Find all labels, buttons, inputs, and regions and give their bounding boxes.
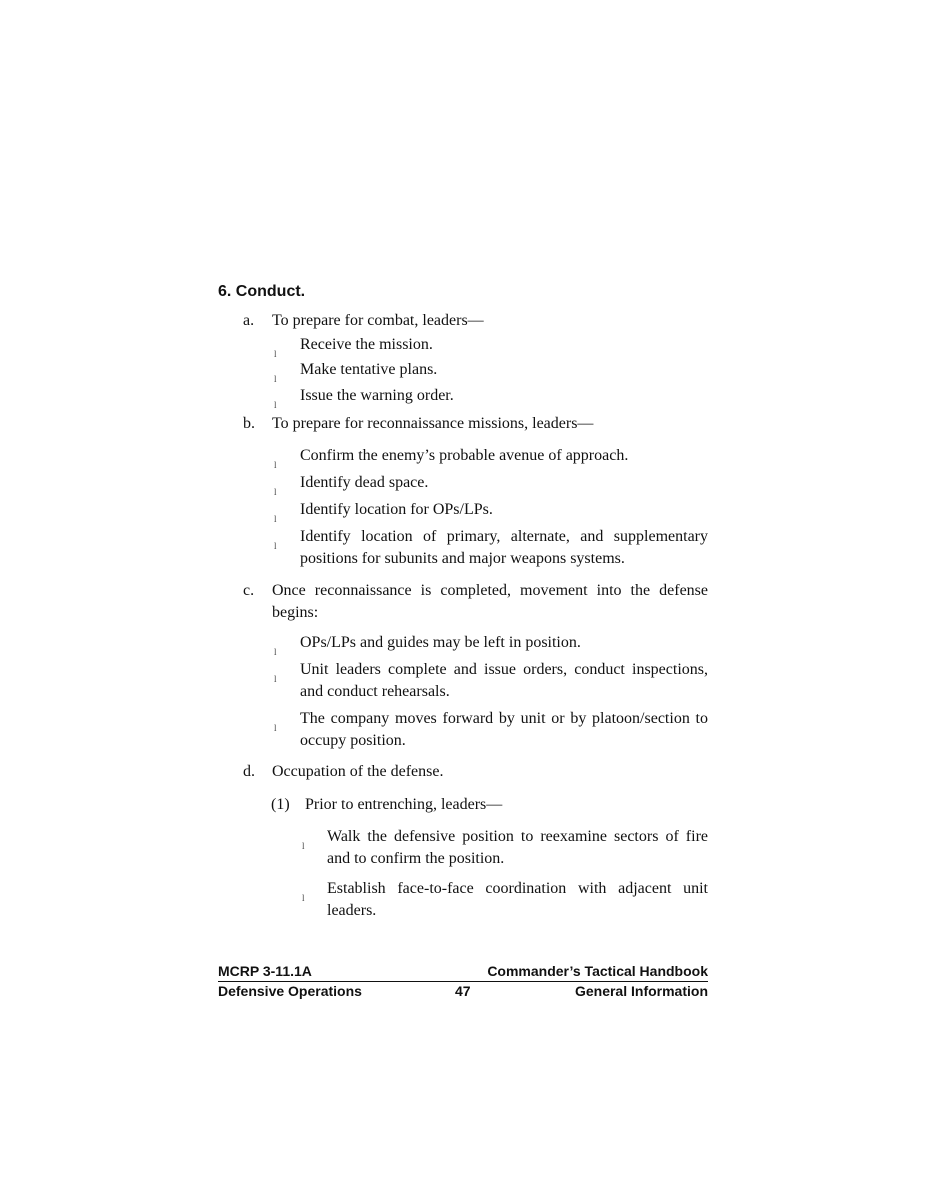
page-number: 47 [455, 983, 471, 999]
item-a-label: a. [243, 312, 255, 329]
list-item: The company moves forward by unit or by platoon/section to occupy position. [300, 710, 708, 749]
bullet-icon: l [274, 674, 277, 684]
item-d [243, 761, 444, 783]
list-item: Identify location for OPs/LPs. [300, 501, 493, 518]
list-item: Confirm the enemy’s probable avenue of approach. [300, 447, 629, 464]
bullet-icon: l [302, 893, 305, 903]
bullet-icon: l [274, 487, 277, 497]
bullet-icon: l [302, 841, 305, 851]
item-b-label: b. [243, 415, 255, 432]
subitem-1-label: (1) [271, 796, 290, 813]
list-item: Walk the defensive position to reexamine sectors of fire and to confirm the position. [327, 828, 708, 867]
list-item: Establish face-to-face coordination with adjacent unit leaders. [327, 880, 708, 919]
list-item: Make tentative plans. [300, 361, 438, 378]
footer-section: Defensive Operations [218, 983, 362, 999]
item-c-text: Once reconnaissance is completed, movement into the defense begins: [272, 582, 708, 621]
bullet-icon: l [274, 647, 277, 657]
subitem-1-text: Prior to entrenching, leaders— [305, 796, 503, 813]
item-a [243, 310, 484, 332]
item-b [243, 413, 594, 435]
list-item: Identify location of primary, alternate, and supplementary positions for subunits and major weapons systems. [300, 528, 708, 567]
list-item: Issue the warning order. [300, 387, 454, 404]
item-c-label: c. [243, 582, 255, 599]
footer-doc-id: MCRP 3-11.1A [218, 963, 312, 979]
bullet-icon: l [274, 460, 277, 470]
footer-category: General Information [574, 983, 708, 999]
item-d-label: d. [243, 763, 255, 780]
bullet-icon: l [274, 400, 277, 410]
section-heading: 6. Conduct. [218, 283, 306, 300]
bullet-icon: l [274, 541, 277, 551]
footer-book-title: Commander’s Tactical Handbook [487, 963, 708, 979]
list-item: Receive the mission. [300, 336, 433, 353]
subitem-1 [271, 794, 503, 816]
bullet-icon: l [274, 349, 277, 359]
bullet-icon: l [274, 374, 277, 384]
item-b-text: To prepare for reconnaissance missions, leaders— [272, 415, 594, 432]
footer-bottom-row [218, 981, 708, 999]
list-item: Identify dead space. [300, 474, 429, 491]
item-d-text: Occupation of the defense. [272, 763, 444, 780]
item-a-text: To prepare for combat, leaders— [272, 312, 484, 329]
bullet-icon: l [274, 723, 277, 733]
bullet-icon: l [274, 514, 277, 524]
list-item: OPs/LPs and guides may be left in position. [300, 634, 581, 651]
list-item: Unit leaders complete and issue orders, conduct inspections, and conduct rehearsals. [300, 661, 708, 700]
